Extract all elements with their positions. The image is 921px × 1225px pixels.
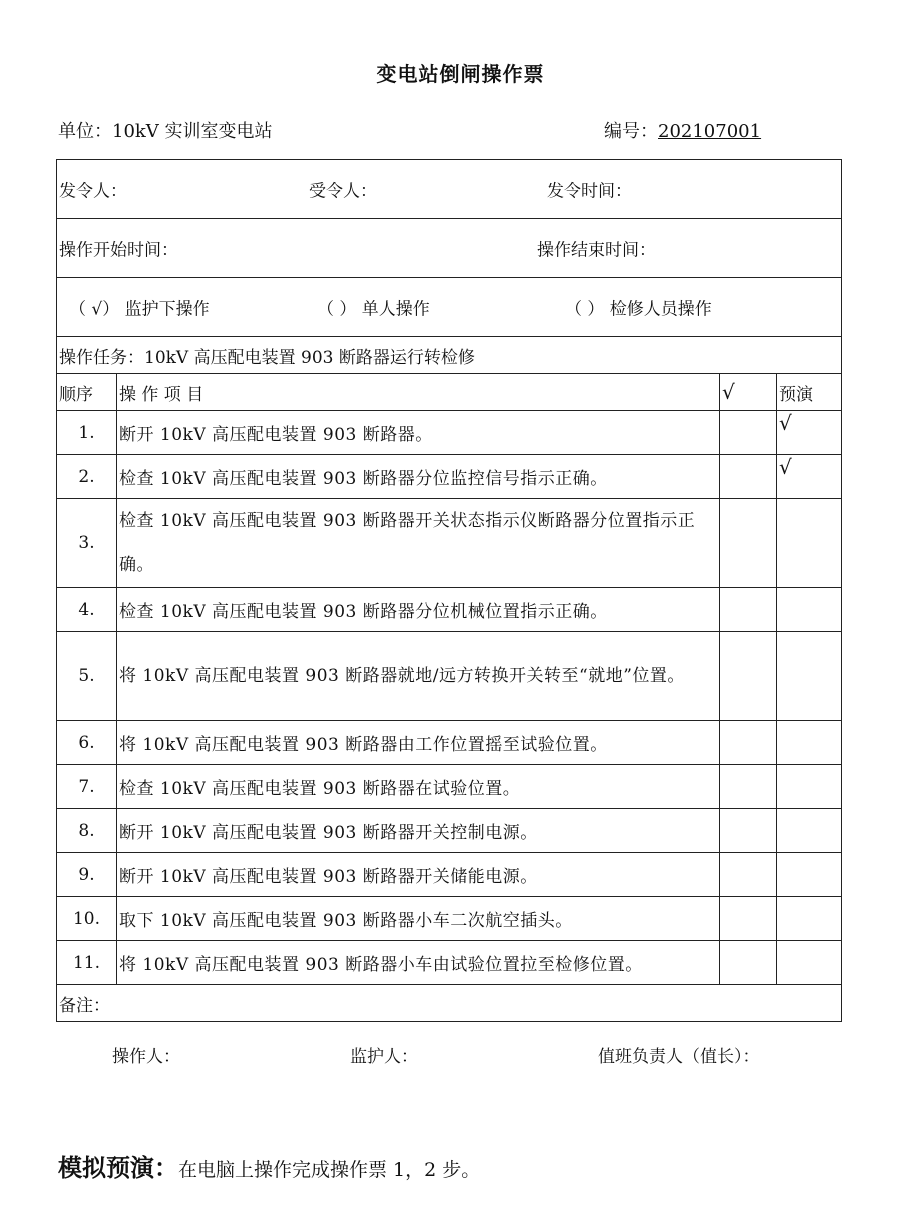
task-row [57, 337, 842, 374]
item-seq: 9. [57, 853, 117, 897]
table-row [57, 588, 842, 632]
supervisor-signature: 监护人： [350, 1047, 418, 1067]
mode-single: （ ） 单人操作 [317, 299, 430, 320]
item-rehearsal [777, 809, 842, 853]
column-header-row [57, 374, 842, 411]
item-done [720, 588, 777, 632]
item-rehearsal [777, 632, 842, 721]
item-done [720, 499, 777, 588]
table-row [57, 632, 842, 721]
item-rehearsal: √ [777, 411, 842, 455]
item-done [720, 455, 777, 499]
item-text: 取下 10kV 高压配电装置 903 断路器小车二次航空插头。 [117, 897, 720, 941]
unit-label: 单位：10kV 实训室变电站 [58, 121, 273, 142]
item-done [720, 853, 777, 897]
item-done [720, 809, 777, 853]
item-text: 将 10kV 高压配电装置 903 断路器就地/远方转换开关转至“就地”位置。 [117, 632, 720, 721]
item-seq: 11. [57, 941, 117, 985]
table-row [57, 455, 842, 499]
mode-supervised: （ √） 监护下操作 [69, 299, 210, 320]
issue-time-label: 发令时间： [547, 181, 632, 202]
item-done [720, 632, 777, 721]
end-time-label: 操作结束时间： [537, 240, 656, 261]
operator-signature: 操作人： [112, 1047, 180, 1067]
item-rehearsal [777, 853, 842, 897]
simulation-note [58, 1148, 480, 1183]
item-seq: 10. [57, 897, 117, 941]
table-row [57, 411, 842, 455]
item-text: 检查 10kV 高压配电装置 903 断路器分位机械位置指示正确。 [117, 588, 720, 632]
item-done [720, 721, 777, 765]
item-rehearsal [777, 897, 842, 941]
item-rehearsal [777, 941, 842, 985]
table-row [57, 765, 842, 809]
serial-number [604, 117, 761, 143]
item-done [720, 411, 777, 455]
item-seq: 2. [57, 455, 117, 499]
table-row [57, 897, 842, 941]
serial-value: 202107001 [658, 121, 762, 142]
item-text: 断开 10kV 高压配电装置 903 断路器开关储能电源。 [117, 853, 720, 897]
issuer-label: 发令人： [59, 181, 127, 202]
document-title: 变电站倒闸操作票 [376, 62, 545, 86]
serial-label: 编号： [604, 121, 658, 142]
item-text: 检查 10kV 高压配电装置 903 断路器在试验位置。 [117, 765, 720, 809]
item-done [720, 765, 777, 809]
item-rehearsal [777, 765, 842, 809]
item-text: 断开 10kV 高压配电装置 903 断路器开关控制电源。 [117, 809, 720, 853]
item-done [720, 897, 777, 941]
col-seq: 顺序 [57, 374, 117, 411]
item-seq: 3. [57, 499, 117, 588]
item-text: 断开 10kV 高压配电装置 903 断路器。 [117, 411, 720, 455]
item-done [720, 941, 777, 985]
header-row-issue [57, 160, 842, 219]
start-time-label: 操作开始时间： [59, 240, 178, 261]
remark-label: 备注： [57, 985, 842, 1022]
item-text: 检查 10kV 高压配电装置 903 断路器分位监控信号指示正确。 [117, 455, 720, 499]
operation-ticket-table [56, 159, 842, 1022]
table-row [57, 809, 842, 853]
table-row [57, 941, 842, 985]
table-row [57, 499, 842, 588]
table-row [57, 853, 842, 897]
shift-leader-signature: 值班负责人（值长）： [598, 1047, 760, 1067]
item-rehearsal [777, 499, 842, 588]
receiver-label: 受令人： [309, 181, 377, 202]
remark-row [57, 985, 842, 1022]
item-seq: 8. [57, 809, 117, 853]
operation-task: 操作任务：10kV 高压配电装置 903 断路器运行转检修 [57, 337, 842, 374]
item-seq: 5. [57, 632, 117, 721]
table-row [57, 721, 842, 765]
item-text: 将 10kV 高压配电装置 903 断路器小车由试验位置拉至检修位置。 [117, 941, 720, 985]
item-rehearsal [777, 721, 842, 765]
simulation-text: 在电脑上操作完成操作票 1，2 步。 [178, 1159, 481, 1181]
item-seq: 1. [57, 411, 117, 455]
item-text: 检查 10kV 高压配电装置 903 断路器开关状态指示仪断路器分位置指示正确。 [117, 499, 720, 588]
simulation-label: 模拟预演： [58, 1154, 178, 1182]
item-rehearsal: √ [777, 455, 842, 499]
col-item: 操 作 项 目 [117, 374, 720, 411]
header-row-time [57, 219, 842, 278]
item-rehearsal [777, 588, 842, 632]
item-text: 将 10kV 高压配电装置 903 断路器由工作位置摇至试验位置。 [117, 721, 720, 765]
item-seq: 7. [57, 765, 117, 809]
col-done: √ [720, 374, 777, 411]
item-seq: 4. [57, 588, 117, 632]
col-rehearsal: 预演 [777, 374, 842, 411]
mode-maintenance: （ ） 检修人员操作 [565, 299, 712, 320]
header-row-mode [57, 278, 842, 337]
item-seq: 6. [57, 721, 117, 765]
